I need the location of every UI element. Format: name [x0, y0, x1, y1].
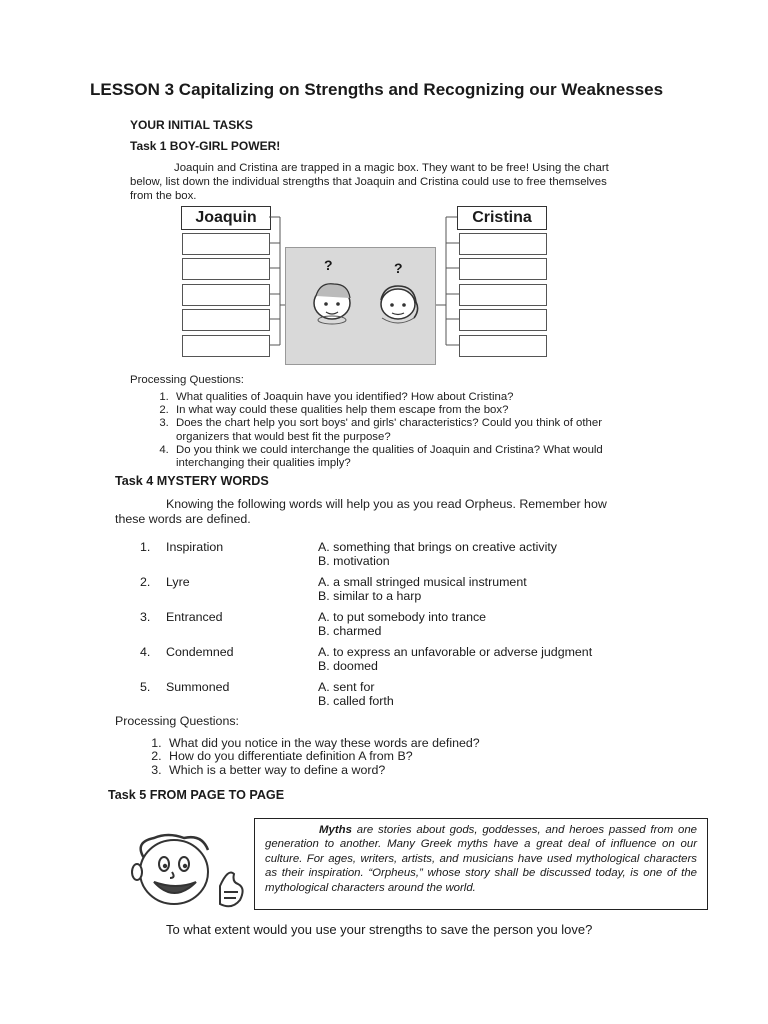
vocab-definition-a: A. sent for	[318, 680, 375, 694]
vocab-number: 2.	[140, 575, 151, 589]
girl-face-icon	[381, 286, 418, 323]
task4-questions	[143, 737, 623, 777]
vocab-number: 4.	[140, 645, 151, 659]
vocab-word: Lyre	[166, 575, 190, 589]
vocab-definition-b: B. called forth	[318, 694, 394, 708]
vocab-word: Summoned	[166, 680, 230, 694]
task1-intro: Joaquin and Cristina are trapped in a magic box. They want to be free! Using the chart below, list down the individual strengths that Joaquin and Cristina could use to free themselves from the box.	[130, 162, 609, 202]
question-mark-icon: ?	[324, 257, 333, 273]
children-faces-illustration	[286, 248, 435, 364]
task4-heading: Task 4 MYSTERY WORDS	[115, 474, 269, 488]
vocab-definition-a: A. to put somebody into trance	[318, 610, 487, 624]
vocab-word: Entranced	[166, 610, 223, 624]
task1-questions	[150, 391, 624, 470]
question-item: 3. Which is a better way to define a word?	[165, 764, 623, 777]
question-item: 1. What qualities of Joaquin have you identified? How about Cristina?	[172, 391, 624, 404]
vocab-definition-b: B. doomed	[318, 659, 378, 673]
task4-pq-label: Processing Questions:	[115, 714, 239, 728]
vocab-number: 1.	[140, 540, 151, 554]
initial-tasks-heading: YOUR INITIAL TASKS	[130, 118, 253, 132]
question-item: 2. How do you differentiate definition A from B?	[165, 750, 623, 763]
question-item: 2. In what way could these qualities help them escape from the box?	[172, 404, 624, 417]
task4-intro: Knowing the following words will help you as you read Orpheus. Remember how these words are defined.	[115, 497, 607, 526]
vocab-number: 3.	[140, 610, 151, 624]
myths-description: are stories about gods, goddesses, and heroes passed from one generation to another. Many Greek myths have a great deal of influence on our culture. For ages, writers, artists, and musicians have used mythological characters as their inspiration. “Orpheus,” whose story shall be discussed today, is one of the mythological characters around the world.	[265, 824, 697, 894]
vocab-definition-b: B. similar to a harp	[318, 589, 422, 603]
task1-pq-label: Processing Questions:	[130, 374, 244, 386]
question-item: 3. Does the chart help you sort boys' and girls' characteristics? Could you think of other organizers that would best fit the purpose?	[172, 417, 624, 443]
question-item: 4. Do you think we could interchange the qualities of Joaquin and Cristina? What would interchanging their qualities imply?	[172, 444, 624, 470]
myths-lead-word: Myths	[319, 824, 352, 836]
vocab-definition-b: B. charmed	[318, 624, 382, 638]
cristina-label: Cristina	[457, 206, 547, 230]
vocab-definition-b: B. motivation	[318, 554, 390, 568]
joaquin-label: Joaquin	[181, 206, 271, 230]
question-item: 1. What did you notice in the way these words are defined?	[165, 737, 623, 750]
task1-heading: Task 1 BOY-GIRL POWER!	[130, 139, 281, 153]
cartoon-pointing-face-icon	[124, 828, 254, 918]
vocab-definition-a: A. a small stringed musical instrument	[318, 575, 527, 589]
task5-heading: Task 5 FROM PAGE TO PAGE	[108, 788, 285, 802]
vocab-word: Inspiration	[166, 540, 224, 554]
vocab-number: 5.	[140, 680, 151, 694]
strengths-chart	[0, 0, 768, 380]
vocab-definition-a: A. to express an unfavorable or adverse judgment	[318, 645, 593, 659]
myths-info-box	[254, 818, 708, 910]
vocab-word: Condemned	[166, 645, 234, 659]
magic-box-picture	[285, 247, 436, 365]
closing-question: To what extent would you use your strengths to save the person you love?	[166, 922, 593, 937]
vocabulary-list	[0, 538, 768, 710]
boy-face-icon	[314, 284, 350, 324]
question-mark-icon: ?	[394, 260, 403, 276]
vocab-definition-a: A. something that brings on creative activity	[318, 540, 557, 554]
lesson-title: LESSON 3 Capitalizing on Strengths and Recognizing our Weaknesses	[90, 80, 664, 99]
